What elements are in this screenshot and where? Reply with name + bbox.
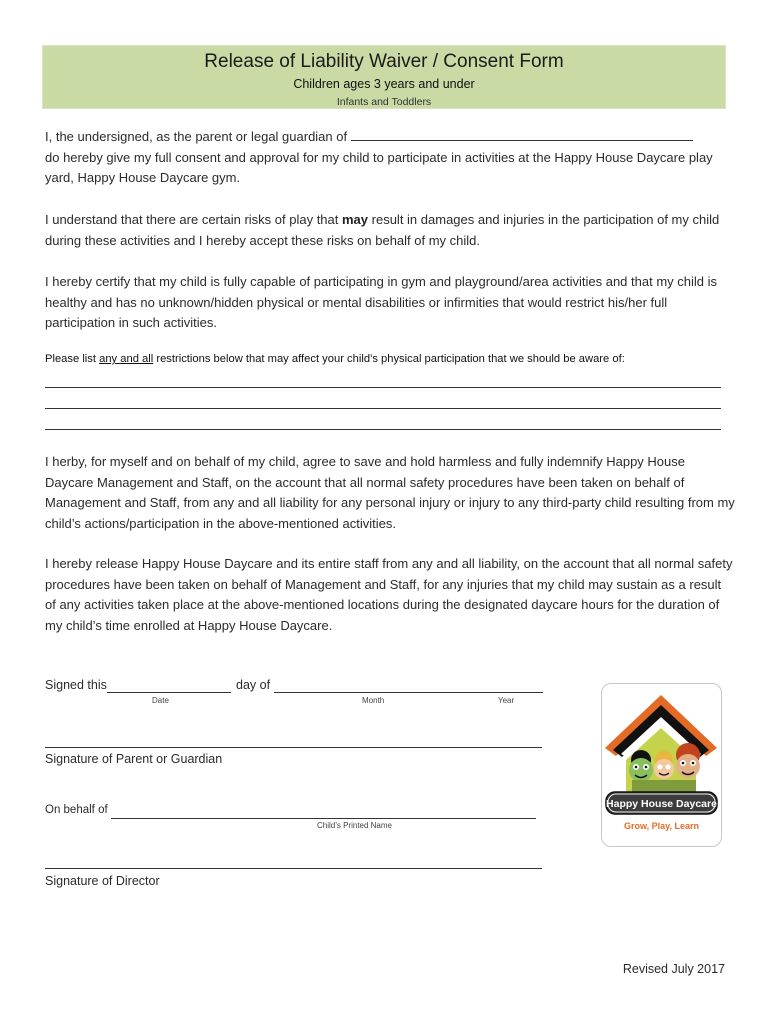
consent-lead-text: I, the undersigned, as the parent or legal guardian of: [45, 129, 348, 144]
health-certification-paragraph: I hereby certify that my child is fully capable of participating in gym and playground/area activities and that my child is healthy and has no unknown/hidden physical or mental disabilities or infirmities that would restrict his/her full participation in such activities.: [45, 274, 718, 330]
risk-paragraph: [45, 210, 735, 251]
risk-text-before: I understand that there are certain risks of play that: [45, 212, 342, 227]
house-children-logo-icon: [602, 684, 721, 846]
child-printed-name-field[interactable]: [111, 818, 536, 819]
restrictions-text-after: restrictions below that may affect your child’s physical participation that we should be aware of:: [153, 353, 625, 365]
date-day-field[interactable]: [107, 692, 231, 693]
restriction-line-1[interactable]: [45, 387, 721, 388]
restriction-line-2[interactable]: [45, 408, 721, 409]
restrictions-text-underlined: any and all: [99, 353, 154, 365]
form-header: [42, 45, 726, 109]
risk-text-after: result in damages and injuries in the participation of my child during these activities and I hereby accept these risks on behalf of my child.: [45, 212, 720, 248]
consent-paragraph: [45, 127, 735, 189]
parent-signature-field[interactable]: [45, 747, 542, 748]
risk-text-bold: may: [342, 212, 369, 227]
form-age-group: Infants and Toddlers: [336, 96, 432, 108]
child-name-field[interactable]: [351, 127, 693, 141]
child-printed-name-caption: Child’s Printed Name: [317, 821, 392, 830]
release-paragraph: I hereby release Happy House Daycare and its entire staff from any and all liability, on the account that all normal safety procedures have been taken on behalf of Management and Staff, for any injuries that my child may sustain as a result of any activities taken place at the above-mentioned locations during the designated daycare hours for the duration of my child’s time enrolled at Happy House Daycare.: [45, 556, 733, 633]
logo-name: Happy House Daycare: [606, 798, 717, 810]
day-of-label: day of: [236, 678, 271, 692]
consent-rest-text: do hereby give my full consent and approval for my child to participate in activities at the Happy House Daycare play yard, Happy House Daycare gym.: [45, 149, 713, 185]
month-caption: Month: [362, 696, 385, 705]
month-year-field[interactable]: [274, 692, 543, 693]
revision-date: Revised July 2017: [622, 962, 725, 976]
signed-this-label: Signed this: [45, 678, 107, 692]
restrictions-instruction: [45, 353, 735, 365]
form-subtitle: Children ages 3 years and under: [293, 77, 475, 91]
year-caption: Year: [498, 696, 515, 705]
on-behalf-label: On behalf of: [45, 804, 108, 816]
restrictions-text-before: Please list: [45, 353, 100, 365]
date-caption: Date: [152, 696, 169, 705]
logo-tagline: Grow, Play, Learn: [623, 821, 700, 831]
director-signature-field[interactable]: [45, 868, 542, 869]
indemnity-paragraph: I herby, for myself and on behalf of my child, agree to save and hold harmless and fully indemnify Happy House Daycare Management and Staff, on the account that all normal safety procedures have been taken on behalf of Management and Staff, from any and all liability for any personal injury or injury to any third-party child resulting from my child’s actions/participation in the above-mentioned activities.: [45, 454, 735, 531]
happy-house-daycare-logo: [601, 683, 722, 847]
director-signature-label: Signature of Director: [45, 874, 160, 888]
form-title: Release of Liability Waiver / Consent Form: [204, 51, 564, 72]
restriction-line-3[interactable]: [45, 429, 721, 430]
parent-signature-label: Signature of Parent or Guardian: [45, 752, 223, 766]
